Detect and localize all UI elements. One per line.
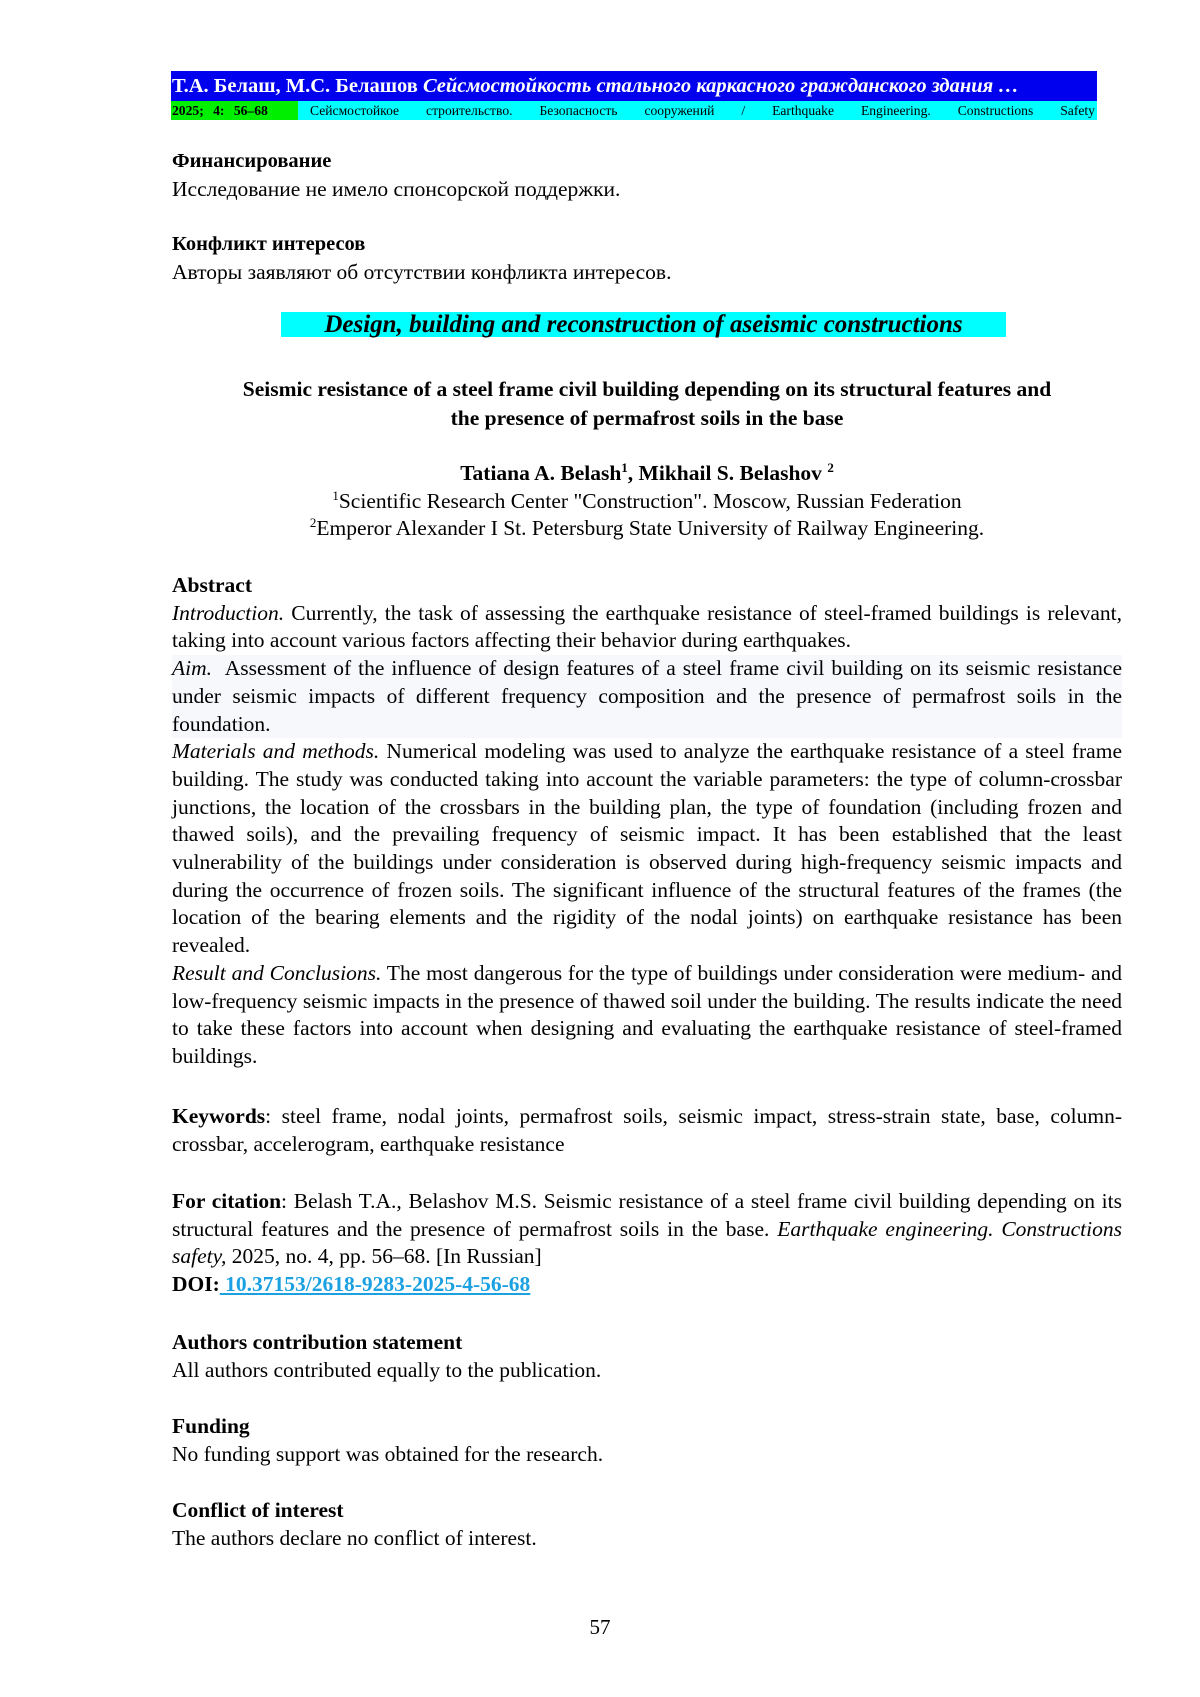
conflict-heading: Conflict of interest xyxy=(172,1498,344,1522)
header-issue: 2025; 4: 56–68 xyxy=(171,101,298,120)
section-heading: Design, building and reconstruction of aseismic constructions xyxy=(281,312,1006,337)
journal-word: / xyxy=(741,103,746,118)
journal-word: сооружений xyxy=(644,103,715,118)
abstract xyxy=(172,572,1128,1071)
funding-heading: Funding xyxy=(172,1414,250,1438)
ru-funding-heading: Финансирование xyxy=(172,150,332,172)
citation xyxy=(172,1188,1122,1298)
doi-line xyxy=(172,1271,1122,1299)
journal-word: Constructions xyxy=(957,103,1034,118)
running-header xyxy=(171,71,1097,120)
affil-1-text: Scientific Research Center "Construction". Moscow, Russian Federation xyxy=(338,488,962,513)
authors-block xyxy=(172,460,1122,543)
intro-text: Currently, the task of assessing the earthquake resistance of steel-framed buildings is relevant, taking into account various factors affecting their behavior during earthquakes. xyxy=(172,600,1122,653)
author-2: , Mikhail S. Belashov xyxy=(627,461,828,485)
abstract-aim xyxy=(172,655,1128,738)
doi-link[interactable]: 10.37153/2618-9283-2025-4-56-68 xyxy=(219,1271,531,1296)
keywords xyxy=(172,1103,1122,1158)
ru-funding-text: Исследование не имело спонсорской поддержки. xyxy=(172,176,621,201)
aim-text: Assessment of the influence of design features of a steel frame civil building on its seismic resistance under seismic impacts of different frequency composition and the presence of permafrost soils in the foundation. xyxy=(172,656,1128,736)
journal-word: Safety xyxy=(1060,103,1095,118)
citation-part1: : Belash T.A., Belashov M.S. Seismic resistance of a steel frame civil building depending on its structural features and the presence of permafrost soils in the base. xyxy=(172,1189,1122,1241)
journal-word: строительство. xyxy=(426,103,513,118)
ru-conflict-text: Авторы заявляют об отсутствии конфликта интересов. xyxy=(172,259,672,284)
ru-conflict-heading: Конфликт интересов xyxy=(172,233,366,255)
header-journal-name xyxy=(298,101,1097,120)
funding-section xyxy=(172,1413,1122,1468)
conflict-text: The authors declare no conflict of interest. xyxy=(172,1525,537,1550)
header-authors: Т.А. Белаш, М.С. Белашов xyxy=(172,75,418,97)
methods-label: Materials and methods. xyxy=(172,739,380,764)
header-article-title: Сейсмостойкость стального каркасного гражданского здания … xyxy=(422,75,1019,97)
conflict-section xyxy=(172,1497,1122,1552)
journal-word: Engineering. xyxy=(860,103,931,118)
ru-conflict-section xyxy=(172,231,1122,286)
keywords-text: : steel frame, nodal joints, permafrost soils, seismic impact, stress-strain state, base, column-crossbar, accelerogram, earthquake resistance xyxy=(172,1104,1122,1156)
author-names xyxy=(172,460,1122,488)
affiliation-1 xyxy=(172,488,1122,516)
funding-text: No funding support was obtained for the research. xyxy=(172,1441,604,1466)
doi-label: DOI: xyxy=(172,1271,220,1296)
abstract-methods xyxy=(172,738,1122,960)
article-title xyxy=(172,375,1122,432)
author-1-affil-mark: 1 xyxy=(621,459,628,475)
aim-label: Aim. xyxy=(172,656,213,681)
affil-2-mark: 2 xyxy=(309,514,317,530)
article-title-line2: the presence of permafrost soils in the base xyxy=(450,405,844,430)
page-number: 57 xyxy=(589,1615,611,1639)
abstract-heading: Abstract xyxy=(172,573,253,597)
journal-word: Безопасность xyxy=(539,103,618,118)
affil-1-mark: 1 xyxy=(332,487,339,503)
results-text: The most dangerous for the type of buildings under consideration were medium- and low-frequency seismic impacts in the presence of thawed soil under the building. The results indicate the need to take these factors into account when designing and evaluating the earthquake resistance of steel-framed buildings. xyxy=(172,960,1122,1068)
citation-journal: Earthquake engineering. Constructions safety, xyxy=(172,1216,1123,1268)
contribution-text: All authors contributed equally to the publication. xyxy=(172,1357,602,1382)
contribution-section xyxy=(172,1329,1122,1384)
intro-label: Introduction. xyxy=(172,600,285,625)
header-title-bar xyxy=(171,71,1097,101)
results-label: Result and Conclusions. xyxy=(172,960,382,985)
abstract-introduction xyxy=(172,600,1122,655)
header-journal-bar xyxy=(171,101,1097,120)
keywords-label: Keywords xyxy=(172,1104,266,1128)
affil-2-text: Emperor Alexander I St. Petersburg State University of Railway Engineering. xyxy=(316,516,985,540)
methods-text: Numerical modeling was used to analyze the earthquake resistance of a steel frame building. The study was conducted taking into account the variable parameters: the type of column-crossbar junctions, the location of the crossbars in the building plan, the type of foundation (including frozen and thawed soils), and the prevailing frequency of seismic impact. It has been established that the least vulnerability of the buildings under consideration is observed during high-frequency seismic impacts and during the occurrence of frozen soils. The significant influence of the structural features of the frames (the location of the bearing elements and the rigidity of the nodal joints) on earthquake resistance has been revealed. xyxy=(172,739,1122,958)
affiliation-2 xyxy=(172,515,1122,543)
author-2-affil-mark: 2 xyxy=(827,459,834,475)
citation-text xyxy=(172,1188,1122,1271)
contribution-heading: Authors contribution statement xyxy=(172,1330,463,1354)
ru-funding-section xyxy=(172,148,1122,203)
journal-word: Сейсмостойкое xyxy=(310,103,400,118)
citation-label: For citation xyxy=(172,1189,282,1213)
abstract-results xyxy=(172,960,1122,1071)
journal-word: Earthquake xyxy=(772,103,834,118)
article-title-line1: Seismic resistance of a steel frame civil building depending on its structural features and xyxy=(242,377,1052,401)
author-1: Tatiana A. Belash xyxy=(460,461,622,485)
citation-part2: 2025, no. 4, pp. 56–68. [In Russian] xyxy=(226,1244,542,1268)
